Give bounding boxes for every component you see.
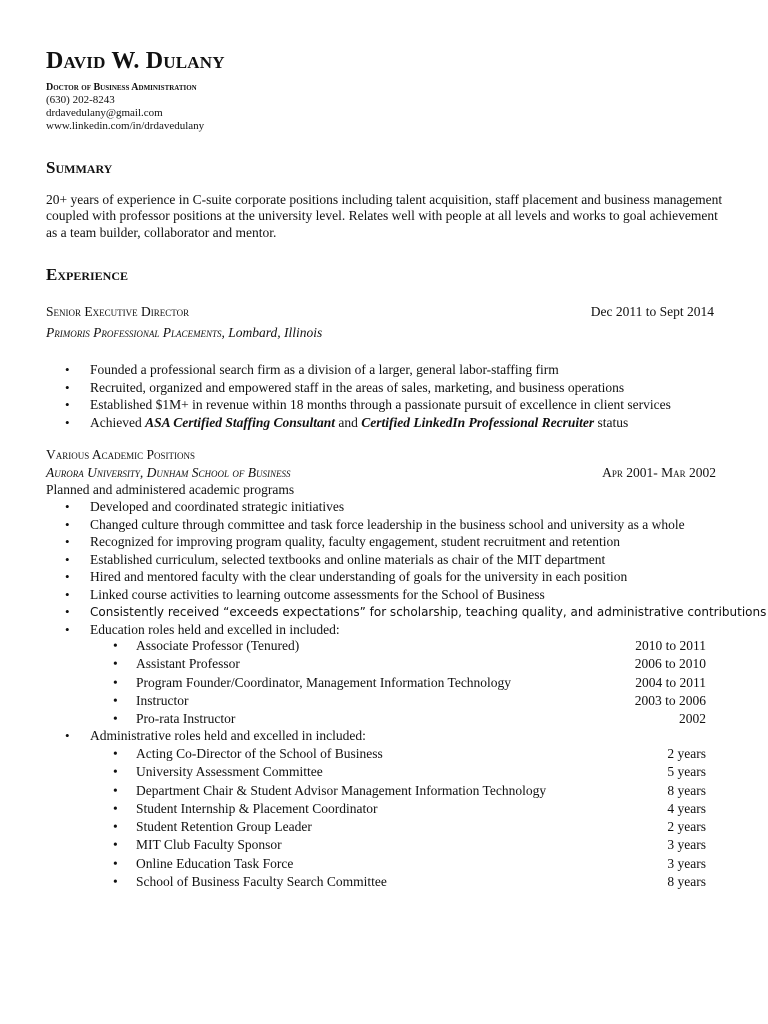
table-row: • MIT Club Faculty Sponsor 3 years xyxy=(113,837,706,853)
list-item: • Education roles held and excelled in included: xyxy=(65,621,340,637)
admin-intro-bullet xyxy=(0,727,768,745)
credential: Doctor of Business Administration xyxy=(46,82,197,93)
table-row: • Student Internship & Placement Coordinator 4 years xyxy=(113,800,706,816)
list-item: • Achieved ASA Certified Staffing Consultant and Certified LinkedIn Professional Recruiter status xyxy=(65,414,629,430)
summary-heading: Summary xyxy=(46,158,113,177)
phone: (630) 202-8243 xyxy=(46,94,115,106)
list-item: • Consistently received “exceeds expectations” for scholarship, teaching quality, and administrative contributions xyxy=(65,604,767,619)
job1-location: , Lombard, Illinois xyxy=(221,325,323,340)
candidate-name: David W. Dulany xyxy=(46,48,225,74)
table-row: • Program Founder/Coordinator, Management Information Technology 2004 to 2011 xyxy=(113,674,706,690)
asa-certification: ASA Certified Staffing Consultant xyxy=(145,414,336,430)
job1-org-name: Primoris Professional Placements xyxy=(46,325,222,340)
job1-title: Senior Executive Director xyxy=(46,304,190,319)
list-item: • Administrative roles held and excelled in included: xyxy=(65,728,366,743)
email: drdavedulany@gmail.com xyxy=(46,107,163,119)
table-row: • Instructor 2003 to 2006 xyxy=(113,692,706,708)
summary-text: 20+ years of experience in C-suite corporate positions including talent acquisition, staff placement and business management coupled with professor positions at the university level. Relates well with people at all levels and works to goal achievement as a team builder, collaborator and mentor. xyxy=(46,192,723,240)
experience-heading: Experience xyxy=(46,265,129,284)
list-item: • Established curriculum, selected textbooks and online materials as chair of the MIT department xyxy=(65,551,606,567)
table-row: • Assistant Professor 2006 to 2010 xyxy=(113,656,706,672)
table-row: • Department Chair & Student Advisor Management Information Technology 8 years xyxy=(113,782,706,798)
list-item: • Changed culture through committee and task force leadership in the business school and university as a whole xyxy=(65,516,685,532)
table-row: • University Assessment Committee 5 years xyxy=(113,764,706,780)
table-row: • School of Business Faculty Search Committee 8 years xyxy=(113,874,706,890)
table-row: • Acting Co-Director of the School of Business 2 years xyxy=(113,746,706,761)
job1-bullets xyxy=(0,361,768,431)
table-row: • Student Retention Group Leader 2 years xyxy=(113,819,706,835)
job1-dates: Dec 2011 to Sept 2014 xyxy=(590,304,714,319)
admin-roles-list xyxy=(0,745,768,891)
list-item: • Linked course activities to learning outcome assessments for the School of Business xyxy=(65,586,545,602)
education-roles-list xyxy=(0,637,768,728)
education-roles-intro: Education roles held and excelled in included: xyxy=(90,621,340,637)
list-item: • Established $1M+ in revenue within 18 months through a passionate pursuit of excellence in client services xyxy=(65,397,671,412)
job1-org xyxy=(46,325,322,341)
job2-title: Various Academic Positions xyxy=(46,447,196,462)
admin-roles-intro: Administrative roles held and excelled in included: xyxy=(90,728,366,743)
job2-intro: Planned and administered academic programs xyxy=(46,482,295,497)
linkedin-certification: Certified LinkedIn Professional Recruiter xyxy=(361,414,595,430)
list-item: • Recognized for improving program quality, faculty engagement, student recruitment and retention xyxy=(65,534,620,549)
list-item: • Recruited, organized and empowered staff in the areas of sales, marketing, and business operations xyxy=(65,379,625,395)
list-item: • Founded a professional search firm as a division of a larger, general labor-staffing firm xyxy=(65,362,559,377)
table-row: • Pro-rata Instructor 2002 xyxy=(113,711,706,727)
table-row: • Associate Professor (Tenured) 2010 to 2011 xyxy=(113,638,706,653)
job2-dates: Apr 2001- Mar 2002 xyxy=(602,465,716,480)
job2-bullets xyxy=(0,498,768,638)
list-item: • Developed and coordinated strategic initiatives xyxy=(65,499,345,514)
table-row: • Online Education Task Force 3 years xyxy=(113,855,706,871)
linkedin-url: www.linkedin.com/in/drdavedulany xyxy=(46,120,205,132)
job2-org: Aurora University, Dunham School of Business xyxy=(46,465,291,480)
list-item: • Hired and mentored faculty with the clear understanding of goals for the university in each position xyxy=(65,569,628,584)
